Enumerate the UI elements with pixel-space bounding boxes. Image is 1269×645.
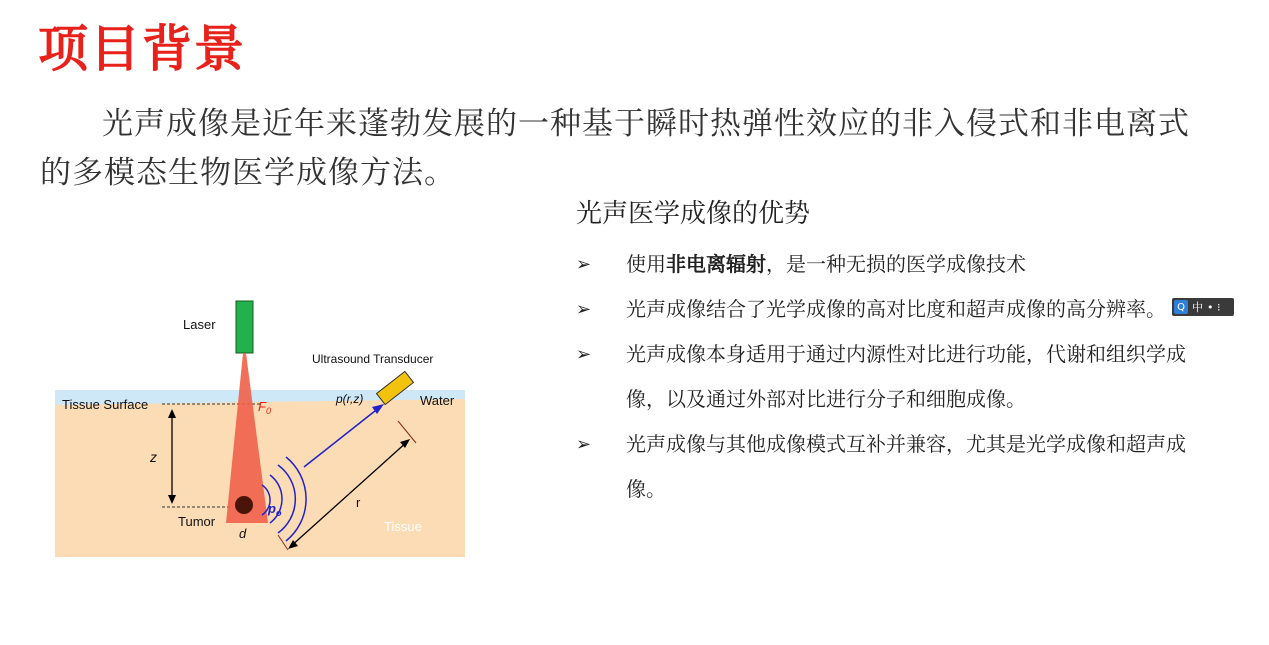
list-item: ➢ 光声成像本身适用于通过内源性对比进行功能，代谢和组织学成像，以及通过外部对比进行分子和细胞成像。 [576,332,1196,422]
intro-paragraph: 光声成像是近年来蓬勃发展的一种基于瞬时热弹性效应的非入侵式和非电离式的多模态生物医学成像方法。 [40,106,1190,191]
ime-toolbar[interactable] [1172,298,1234,316]
laser-icon [236,301,253,353]
bullet-arrow-icon: ➢ [576,344,592,365]
z-label: z [150,449,157,465]
photoacoustic-diagram [50,295,470,565]
list-item: ➢ 光声成像结合了光学成像的高对比度和超声成像的高分辨率。 [576,287,1196,332]
laser-label: Laser [183,317,216,332]
search-icon[interactable]: Q [1174,300,1188,314]
f0-label: $F_0$ [258,399,271,416]
ime-menu-icon[interactable]: • ⁝ [1207,300,1221,314]
bullet-arrow-icon: ➢ [576,254,592,275]
bullet-arrow-icon: ➢ [576,434,592,455]
prz-label: p(r,z) [336,392,364,406]
bullet-arrow-icon: ➢ [576,299,592,320]
list-item: ➢ 光声成像与其他成像模式互补并兼容，尤其是光学成像和超声成像。 [576,422,1196,512]
advantages-title: 光声医学成像的优势 [576,199,811,229]
tumor-label: Tumor [178,514,216,529]
tissue-surface-label: Tissue Surface [62,397,149,412]
slide-title: 项目背景 [38,20,246,78]
p0-label: $p_o$ [268,501,282,518]
d-label: d [239,526,247,541]
transducer-label: Ultrasound Transducer [312,352,434,366]
ime-language-label[interactable]: 中 [1192,301,1203,314]
tissue-label: Tissue [384,519,422,534]
tumor-icon [235,496,253,514]
list-item: ➢ 使用非电离辐射，是一种无损的医学成像技术 [576,242,1196,287]
advantages-list [576,242,1196,512]
water-label: Water [420,393,455,408]
r-label: r [356,495,361,510]
